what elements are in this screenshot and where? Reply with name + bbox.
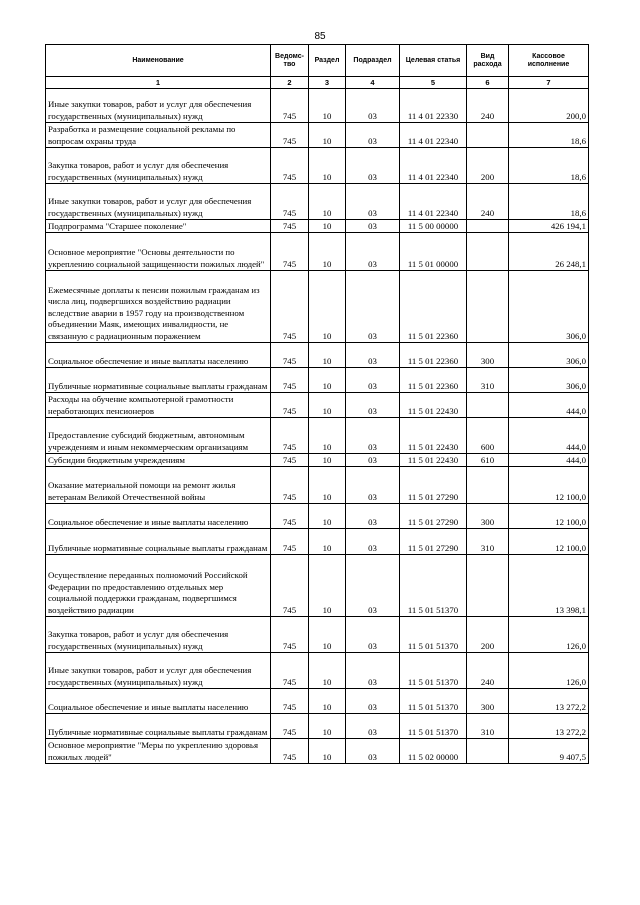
row-target: 11 5 01 22360: [400, 368, 467, 393]
row-dept: 745: [271, 454, 309, 467]
row-section: 10: [309, 184, 346, 220]
row-dept: 745: [271, 739, 309, 764]
row-target: 11 4 01 22340: [400, 184, 467, 220]
row-exp-type: [467, 555, 509, 617]
row-target: 11 5 01 27290: [400, 529, 467, 555]
row-amount: 9 407,5: [509, 739, 589, 764]
table-row: [46, 653, 589, 689]
row-exp-type: [467, 467, 509, 504]
row-target: 11 5 01 27290: [400, 467, 467, 504]
row-name: Ежемесячные доплаты к пенсии пожилым гражданам из числа лиц, подвергшихся воздействию радиации вследствие аварии в 1957 году на производственном объединении Маяк, имеющих инвалидности, не связанную с радиационным поражением: [46, 271, 271, 343]
row-subsection: 03: [346, 653, 400, 689]
header-row: [46, 45, 589, 77]
row-name: Субсидии бюджетным учреждениям: [46, 454, 271, 467]
column-number: 5: [400, 77, 467, 89]
table-row: [46, 529, 589, 555]
row-dept: 745: [271, 689, 309, 714]
row-section: 10: [309, 393, 346, 418]
row-name: Публичные нормативные социальные выплаты гражданам: [46, 368, 271, 393]
row-name: Иные закупки товаров, работ и услуг для обеспечения государственных (муниципальных) нужд: [46, 653, 271, 689]
row-dept: 745: [271, 617, 309, 653]
table-row: [46, 555, 589, 617]
row-subsection: 03: [346, 529, 400, 555]
row-name: Разработка и размещение социальной рекламы по вопросам охраны труда: [46, 123, 271, 148]
table-row: [46, 271, 589, 343]
row-target: 11 5 01 22430: [400, 454, 467, 467]
row-exp-type: [467, 739, 509, 764]
row-subsection: 03: [346, 555, 400, 617]
page-number: 85: [314, 31, 326, 42]
row-section: 10: [309, 653, 346, 689]
row-dept: 745: [271, 529, 309, 555]
row-subsection: 03: [346, 89, 400, 123]
row-target: 11 5 01 51370: [400, 689, 467, 714]
column-number: 1: [46, 77, 271, 89]
table-row: [46, 504, 589, 529]
row-amount: 444,0: [509, 454, 589, 467]
row-subsection: 03: [346, 418, 400, 454]
table-row: [46, 89, 589, 123]
table-row: [46, 617, 589, 653]
row-section: 10: [309, 148, 346, 184]
row-section: 10: [309, 555, 346, 617]
budget-table: [45, 44, 589, 764]
row-subsection: 03: [346, 467, 400, 504]
row-amount: 126,0: [509, 653, 589, 689]
header-execution: Кассовое исполнение: [509, 45, 589, 77]
row-name: Основное мероприятие "Меры по укреплению здоровья пожилых людей": [46, 739, 271, 764]
row-name: Расходы на обучение компьютерной грамотности неработающих пенсионеров: [46, 393, 271, 418]
table-row: [46, 148, 589, 184]
row-target: 11 5 00 00000: [400, 220, 467, 233]
row-dept: 745: [271, 123, 309, 148]
row-name: Социальное обеспечение и иные выплаты населению: [46, 504, 271, 529]
row-amount: 18,6: [509, 123, 589, 148]
row-exp-type: 310: [467, 714, 509, 739]
row-amount: 306,0: [509, 368, 589, 393]
row-exp-type: [467, 123, 509, 148]
row-name: Социальное обеспечение и иные выплаты населению: [46, 343, 271, 368]
row-name: Осуществление переданных полномочий Российской Федерации по предоставлению отдельных мер социальной поддержки гражданам, подвергшимся воздействию радиации: [46, 555, 271, 617]
row-target: 11 5 01 22430: [400, 393, 467, 418]
row-amount: 26 248,1: [509, 233, 589, 271]
row-amount: 426 194,1: [509, 220, 589, 233]
row-target: 11 5 01 00000: [400, 233, 467, 271]
table-row: [46, 393, 589, 418]
table-row: [46, 739, 589, 764]
table-row: [46, 184, 589, 220]
row-target: 11 5 01 22430: [400, 418, 467, 454]
table-row: [46, 233, 589, 271]
row-section: 10: [309, 123, 346, 148]
column-number: 3: [309, 77, 346, 89]
row-section: 10: [309, 504, 346, 529]
row-section: 10: [309, 343, 346, 368]
row-dept: 745: [271, 368, 309, 393]
row-name: Закупка товаров, работ и услуг для обеспечения государственных (муниципальных) нужд: [46, 617, 271, 653]
row-dept: 745: [271, 393, 309, 418]
row-amount: 13 398,1: [509, 555, 589, 617]
row-section: 10: [309, 714, 346, 739]
row-exp-type: 600: [467, 418, 509, 454]
row-target: 11 5 01 22360: [400, 343, 467, 368]
table-row: [46, 368, 589, 393]
row-subsection: 03: [346, 504, 400, 529]
row-dept: 745: [271, 653, 309, 689]
header-exp-type: Вид расхода: [467, 45, 509, 77]
row-exp-type: 240: [467, 89, 509, 123]
row-exp-type: 310: [467, 368, 509, 393]
table-row: [46, 343, 589, 368]
row-exp-type: 300: [467, 504, 509, 529]
table-row: [46, 689, 589, 714]
row-section: 10: [309, 418, 346, 454]
row-amount: 18,6: [509, 184, 589, 220]
row-dept: 745: [271, 504, 309, 529]
row-section: 10: [309, 89, 346, 123]
row-dept: 745: [271, 418, 309, 454]
row-subsection: 03: [346, 393, 400, 418]
row-subsection: 03: [346, 454, 400, 467]
row-section: 10: [309, 739, 346, 764]
table-row: [46, 418, 589, 454]
row-exp-type: 240: [467, 653, 509, 689]
row-exp-type: 610: [467, 454, 509, 467]
row-amount: 306,0: [509, 271, 589, 343]
row-name: Подпрограмма "Старшее поколение": [46, 220, 271, 233]
row-exp-type: [467, 393, 509, 418]
row-amount: 126,0: [509, 617, 589, 653]
row-dept: 745: [271, 271, 309, 343]
row-subsection: 03: [346, 343, 400, 368]
row-subsection: 03: [346, 148, 400, 184]
row-name: Предоставление субсидий бюджетным, автономным учреждениям и иным некоммерческим организациям: [46, 418, 271, 454]
row-subsection: 03: [346, 689, 400, 714]
column-number: 7: [509, 77, 589, 89]
row-section: 10: [309, 233, 346, 271]
row-target: 11 5 02 00000: [400, 739, 467, 764]
row-amount: 12 100,0: [509, 467, 589, 504]
row-target: 11 4 01 22340: [400, 123, 467, 148]
row-name: Публичные нормативные социальные выплаты гражданам: [46, 529, 271, 555]
row-exp-type: [467, 271, 509, 343]
table-row: [46, 123, 589, 148]
column-number-row: [46, 77, 589, 89]
row-section: 10: [309, 368, 346, 393]
row-section: 10: [309, 220, 346, 233]
table-row: [46, 454, 589, 467]
row-subsection: 03: [346, 220, 400, 233]
row-target: 11 4 01 22330: [400, 89, 467, 123]
row-amount: 444,0: [509, 393, 589, 418]
row-exp-type: 200: [467, 148, 509, 184]
row-subsection: 03: [346, 617, 400, 653]
header-dept: Ведомс-тво: [271, 45, 309, 77]
header-section: Раздел: [309, 45, 346, 77]
row-section: 10: [309, 529, 346, 555]
row-name: Закупка товаров, работ и услуг для обеспечения государственных (муниципальных) нужд: [46, 148, 271, 184]
row-subsection: 03: [346, 233, 400, 271]
row-subsection: 03: [346, 123, 400, 148]
row-amount: 444,0: [509, 418, 589, 454]
table-row: [46, 220, 589, 233]
row-section: 10: [309, 271, 346, 343]
row-name: Оказание материальной помощи на ремонт жилья ветеранам Великой Отечественной войны: [46, 467, 271, 504]
row-name: Публичные нормативные социальные выплаты гражданам: [46, 714, 271, 739]
row-subsection: 03: [346, 739, 400, 764]
row-dept: 745: [271, 220, 309, 233]
row-subsection: 03: [346, 714, 400, 739]
row-exp-type: 300: [467, 689, 509, 714]
row-exp-type: [467, 220, 509, 233]
column-number: 6: [467, 77, 509, 89]
row-amount: 18,6: [509, 148, 589, 184]
row-dept: 745: [271, 148, 309, 184]
header-target: Целевая статья: [400, 45, 467, 77]
row-name: Иные закупки товаров, работ и услуг для обеспечения государственных (муниципальных) нужд: [46, 184, 271, 220]
row-section: 10: [309, 454, 346, 467]
row-target: 11 4 01 22340: [400, 148, 467, 184]
row-exp-type: 310: [467, 529, 509, 555]
row-subsection: 03: [346, 368, 400, 393]
row-target: 11 5 01 51370: [400, 617, 467, 653]
row-target: 11 5 01 51370: [400, 555, 467, 617]
row-section: 10: [309, 689, 346, 714]
row-amount: 12 100,0: [509, 529, 589, 555]
row-subsection: 03: [346, 184, 400, 220]
row-exp-type: 240: [467, 184, 509, 220]
row-exp-type: 200: [467, 617, 509, 653]
row-dept: 745: [271, 184, 309, 220]
table-row: [46, 467, 589, 504]
row-subsection: 03: [346, 271, 400, 343]
table-row: [46, 714, 589, 739]
row-amount: 13 272,2: [509, 714, 589, 739]
row-amount: 200,0: [509, 89, 589, 123]
row-amount: 13 272,2: [509, 689, 589, 714]
row-dept: 745: [271, 467, 309, 504]
row-dept: 745: [271, 233, 309, 271]
column-number: 2: [271, 77, 309, 89]
row-amount: 306,0: [509, 343, 589, 368]
row-target: 11 5 01 27290: [400, 504, 467, 529]
row-target: 11 5 01 22360: [400, 271, 467, 343]
row-name: Иные закупки товаров, работ и услуг для обеспечения государственных (муниципальных) нужд: [46, 89, 271, 123]
row-section: 10: [309, 467, 346, 504]
table-body: [46, 89, 589, 764]
row-name: Социальное обеспечение и иные выплаты населению: [46, 689, 271, 714]
row-amount: 12 100,0: [509, 504, 589, 529]
row-dept: 745: [271, 555, 309, 617]
row-name: Основное мероприятие "Основы деятельности по укреплению социальной защищенности пожилых людей": [46, 233, 271, 271]
header-subsection: Подраздел: [346, 45, 400, 77]
row-target: 11 5 01 51370: [400, 653, 467, 689]
column-number: 4: [346, 77, 400, 89]
row-section: 10: [309, 617, 346, 653]
row-dept: 745: [271, 89, 309, 123]
row-exp-type: 300: [467, 343, 509, 368]
row-dept: 745: [271, 714, 309, 739]
header-name: Наименование: [46, 45, 271, 77]
row-dept: 745: [271, 343, 309, 368]
row-target: 11 5 01 51370: [400, 714, 467, 739]
row-exp-type: [467, 233, 509, 271]
